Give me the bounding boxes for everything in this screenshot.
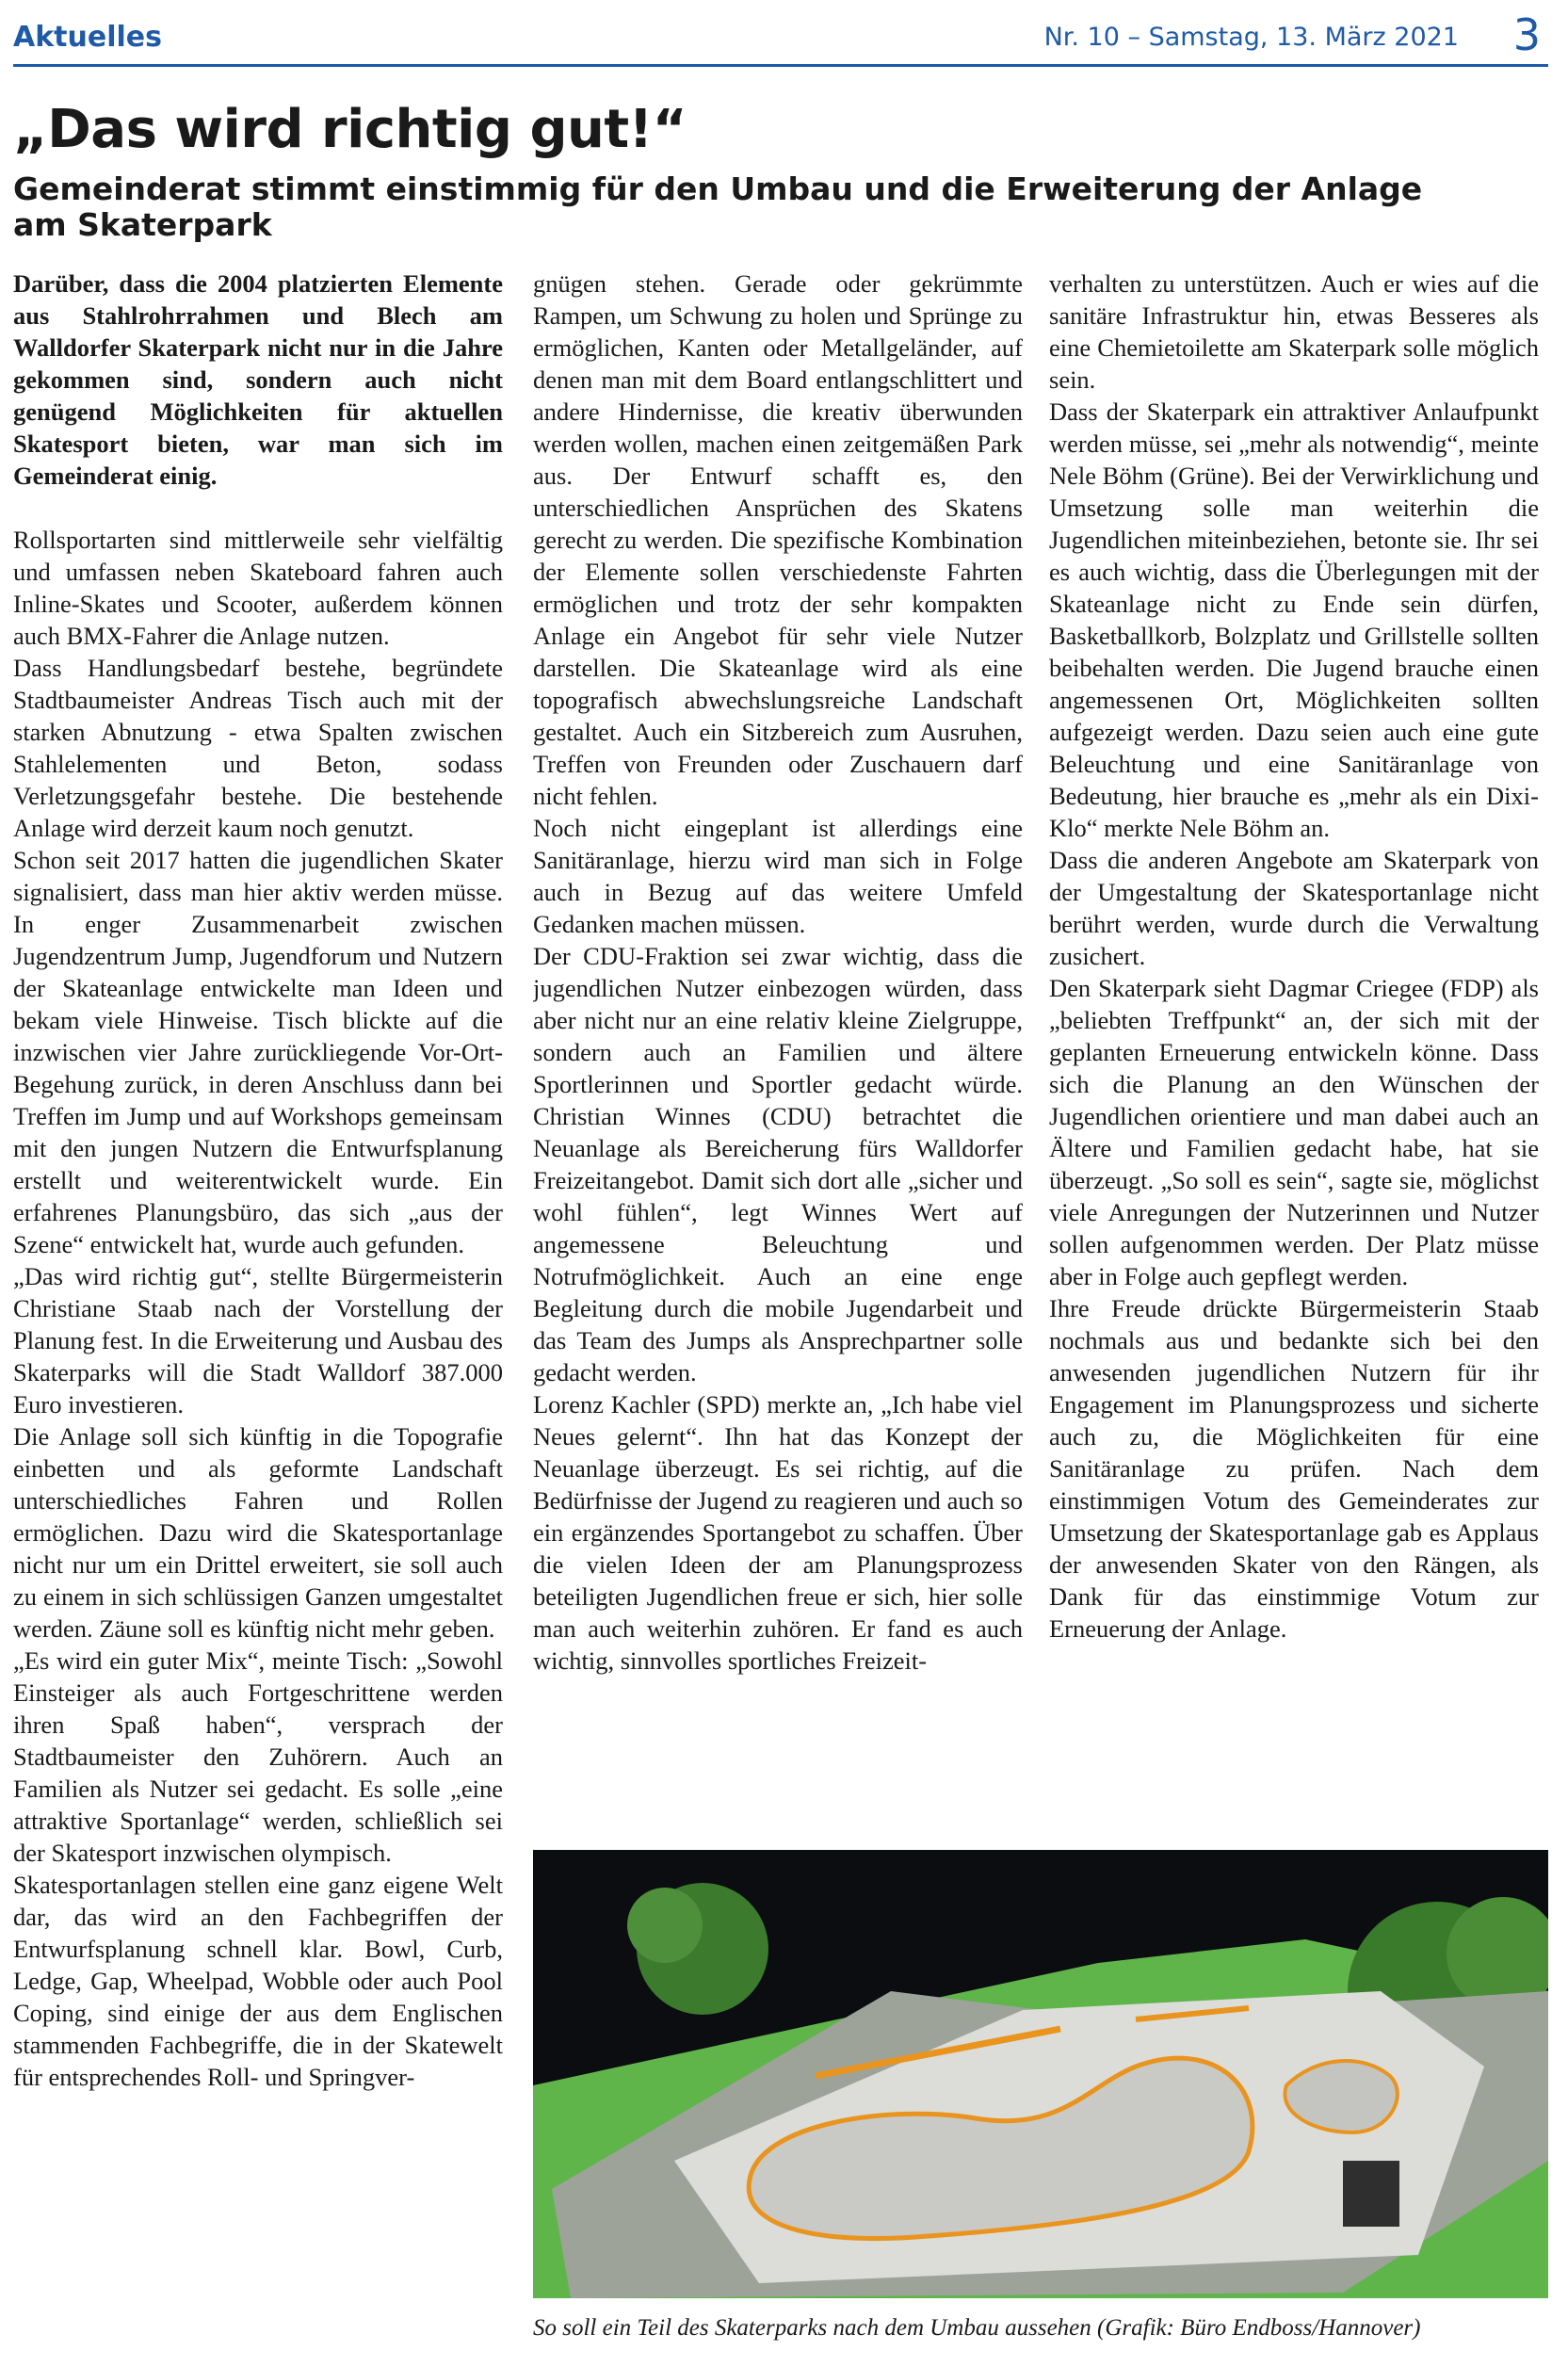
paragraph: Den Skaterpark sieht Dagmar Criegee (FDP) als „beliebten Treffpunkt“ an, der sich mit der geplanten Erneuerung entwickeln könne. Dass sich die Planung an den Wünschen der Jugendlichen orientiere und man dabei auch an Ältere und Familien gedacht habe, hat sie überzeugt. „So soll es sein“, sagte sie, möglichst viele Anregungen der Nutzerinnen und Nutzer sollen aufgenommen werden. Der Platz müsse aber in Folge auch gepflegt werden. [1049, 974, 1539, 1290]
paragraph: Rollsportarten sind mittlerweile sehr vielfältig und umfassen neben Skateboard fahren auch Inline-Skates und Scooter, außerdem können auch BMX-Fahrer die Anlage nutzen. [13, 526, 503, 650]
header-rule [13, 64, 1548, 67]
paragraph: Dass die anderen Angebote am Skaterpark von der Umgestaltung der Skatesportanlage nicht berührt werden, wurde durch die Verwaltung zusichert. [1049, 846, 1539, 970]
page-number: 3 [1512, 9, 1541, 60]
tree-icon [627, 1888, 703, 1963]
paragraph: Dass Handlungsbedarf bestehe, begründete Stadtbaumeister Andreas Tisch auch mit der starken Abnutzung - etwa Spalten zwischen Stahlelementen und Beton, sodass Verletzungsgefahr bestehe. Die bestehende Anlage wird derzeit kaum noch genutzt. [13, 654, 503, 842]
paragraph: „Es wird ein guter Mix“, meinte Tisch: „Sowohl Einsteiger als auch Fortgeschrittene werden ihren Spaß haben“, versprach der Stadtbaumeister den Zuhörern. Auch an Familien als Nutzer sei gedacht. Es solle „eine attraktive Sportanlage“ werden, schließlich sei der Skatesport inzwischen olympisch. [13, 1646, 503, 1867]
paragraph: Die Anlage soll sich künftig in die Topografie einbetten und als geformte Landschaft unterschiedliches Fahren und Rollen ermöglichen. Dazu wird die Skatesportanlage nicht nur um ein Drittel erweitert, sie soll auch zu einem in sich schlüssigen Ganzen umgestaltet werden. Zäune soll es künftig nicht mehr geben. [13, 1422, 503, 1643]
paragraph: Noch nicht eingeplant ist allerdings eine Sanitäranlage, hierzu wird man sich in Folge auch in Bezug auf das weitere Umfeld Gedanken machen müssen. [533, 814, 1023, 938]
figure-caption: So soll ein Teil des Skaterparks nach dem Umbau aussehen (Grafik: Büro Endboss/Hannover) [533, 2315, 1421, 2341]
article-column-2 [533, 268, 1023, 1831]
article-column-3 [1049, 268, 1539, 1831]
paragraph: Skatesportanlagen stellen eine ganz eigene Welt dar, das wird an den Fachbegriffen der Entwurfsplanung schnell klar. Bowl, Curb, Ledge, Gap, Wheelpad, Wobble oder auch Pool Coping, sind einige der aus dem Englischen stammenden Fachbegriffe, die in der Skatewelt für entsprechendes Roll- und Springver- [13, 1871, 503, 2091]
skatepark-illustration [533, 1850, 1548, 2298]
paragraph: Lorenz Kachler (SPD) merkte an, „Ich habe viel Neues gelernt“. Ihn hat das Konzept der Neuanlage überzeugt. Es sei richtig, auf die Bedürfnisse der Jugend zu reagieren und auch so ein ergänzendes Sportangebot zu schaffen. Über die vielen Ideen der am Planungsprozess beteiligten Jugendlichen freue er sich, hier solle man auch weiterhin zuhören. Er fand es auch wichtig, sinnvolles sportliches Freizeit- [533, 1390, 1023, 1675]
paragraph: Der CDU-Fraktion sei zwar wichtig, dass die jugendlichen Nutzer einbezogen würden, dass aber nicht nur an eine relativ kleine Zielgruppe, sondern auch an Familien und ältere Sportlerinnen und Sportler gedacht würde. Christian Winnes (CDU) betrachtet die Neuanlage als Bereicherung fürs Walldorfer Freizeitangebot. Damit sich dort alle „sicher und wohl fühlen“, legt Winnes Wert auf angemessene Beleuchtung und Notrufmöglichkeit. Auch an eine enge Begleitung durch die mobile Jugendarbeit und das Team des Jumps als Ansprechpartner solle gedacht werden. [533, 942, 1023, 1386]
issue-date: Nr. 10 – Samstag, 13. März 2021 [1043, 23, 1459, 52]
article-column-1 [13, 268, 503, 2354]
article-lead: Darüber, dass die 2004 platzierten Elemente aus Stahlrohrrahmen und Blech am Walldorfer Skaterpark nicht nur in die Jahre gekommen sind, sondern auch nicht genügend Möglichkeiten für aktuellen Skatesport bieten, war man sich im Gemeinderat einig. [13, 269, 503, 490]
paragraph: „Das wird richtig gut“, stellte Bürgermeisterin Christiane Staab nach der Vorstellung der Planung fest. In die Erweiterung und Ausbau des Skaterparks will die Stadt Walldorf 387.000 Euro investieren. [13, 1262, 503, 1419]
paragraph: Schon seit 2017 hatten die jugendlichen Skater signalisiert, dass man hier aktiv werden müsse. In enger Zusammenarbeit zwischen Jugendzentrum Jump, Jugendforum und Nutzern der Skateanlage entwickelte man Ideen und bekam viele Hinweise. Tisch blickte auf die inzwischen vier Jahre zurückliegende Vor-Ort-Begehung zurück, in deren Anschluss dann bei Treffen im Jump und auf Workshops gemeinsam mit den jungen Nutzern die Entwurfsplanung erstellt und weiterentwickelt wurde. Ein erfahrenes Planungsbüro, das sich „aus der Szene“ entwickelt hat, wurde auch gefunden. [13, 846, 503, 1258]
paragraph: gnügen stehen. Gerade oder gekrümmte Rampen, um Schwung zu holen und Sprünge zu ermöglichen, Kanten oder Metallgeländer, auf denen man mit dem Board entlangschlittert und andere Hindernisse, die kreativ überwunden werden wollen, machen einen zeitgemäßen Park aus. Der Entwurf schafft es, den unterschiedlichen Ansprüchen des Skatens gerecht zu werden. Die spezifische Kombination der Elemente sollen verschiedenste Fahrten ermöglichen und trotz der sehr kompakten Anlage ein Angebot für sehr viele Nutzer darstellen. Die Skateanlage wird als eine topografisch abwechslungsreiche Landschaft gestaltet. Auch ein Sitzbereich zum Ausruhen, Treffen von Freunden oder Zuschauern darf nicht fehlen. [533, 269, 1023, 810]
section-title: Aktuelles [13, 21, 162, 54]
page-header [13, 9, 1548, 60]
pool-coping [1285, 2061, 1397, 2132]
skatepark-rendering [533, 1850, 1548, 2298]
wall-block [1343, 2161, 1399, 2227]
paragraph: Ihre Freude drückte Bürgermeisterin Staab nochmals aus und bedankte sich bei den anwesenden jugendlichen Nutzern für ihr Engagement im Planungsprozess und sicherte auch zu, die Möglichkeiten für eine Sanitäranlage zu prüfen. Nach dem einstimmigen Votum des Gemeinderates zur Umsetzung der Skatesportanlage gab es Applaus der anwesenden Skater von den Rängen, als Dank für das einstimmige Votum zur Erneuerung der Anlage. [1049, 1294, 1539, 1643]
article-subheadline: Gemeinderat stimmt einstimmig für den Umbau und die Erweiterung der Anlage am Skaterpark [13, 170, 1423, 243]
article-headline: „Das wird richtig gut!“ [13, 99, 687, 160]
paragraph: verhalten zu unterstützen. Auch er wies auf die sanitäre Infrastruktur hin, etwas Besseres als eine Chemietoilette am Skaterpark solle möglich sein. [1049, 269, 1539, 394]
paragraph: Dass der Skaterpark ein attraktiver Anlaufpunkt werden müsse, sei „mehr als notwendig“, meinte Nele Böhm (Grüne). Bei der Verwirklichung und Umsetzung solle man weiterhin die Jugendlichen miteinbeziehen, betonte sie. Ihr sei es auch wichtig, dass die Überlegungen mit der Skateanlage nicht zu Ende sein dürfen, Basketballkorb, Bolzplatz und Grillstelle sollten beibehalten werden. Die Jugend brauche einen angemessenen Ort, Möglichkeiten sollten aufgezeigt werden. Dazu seien auch eine gute Beleuchtung und eine Sanitäranlage von Bedeutung, hier brauche es „mehr als ein Dixi-Klo“ merkte Nele Böhm an. [1049, 397, 1539, 842]
